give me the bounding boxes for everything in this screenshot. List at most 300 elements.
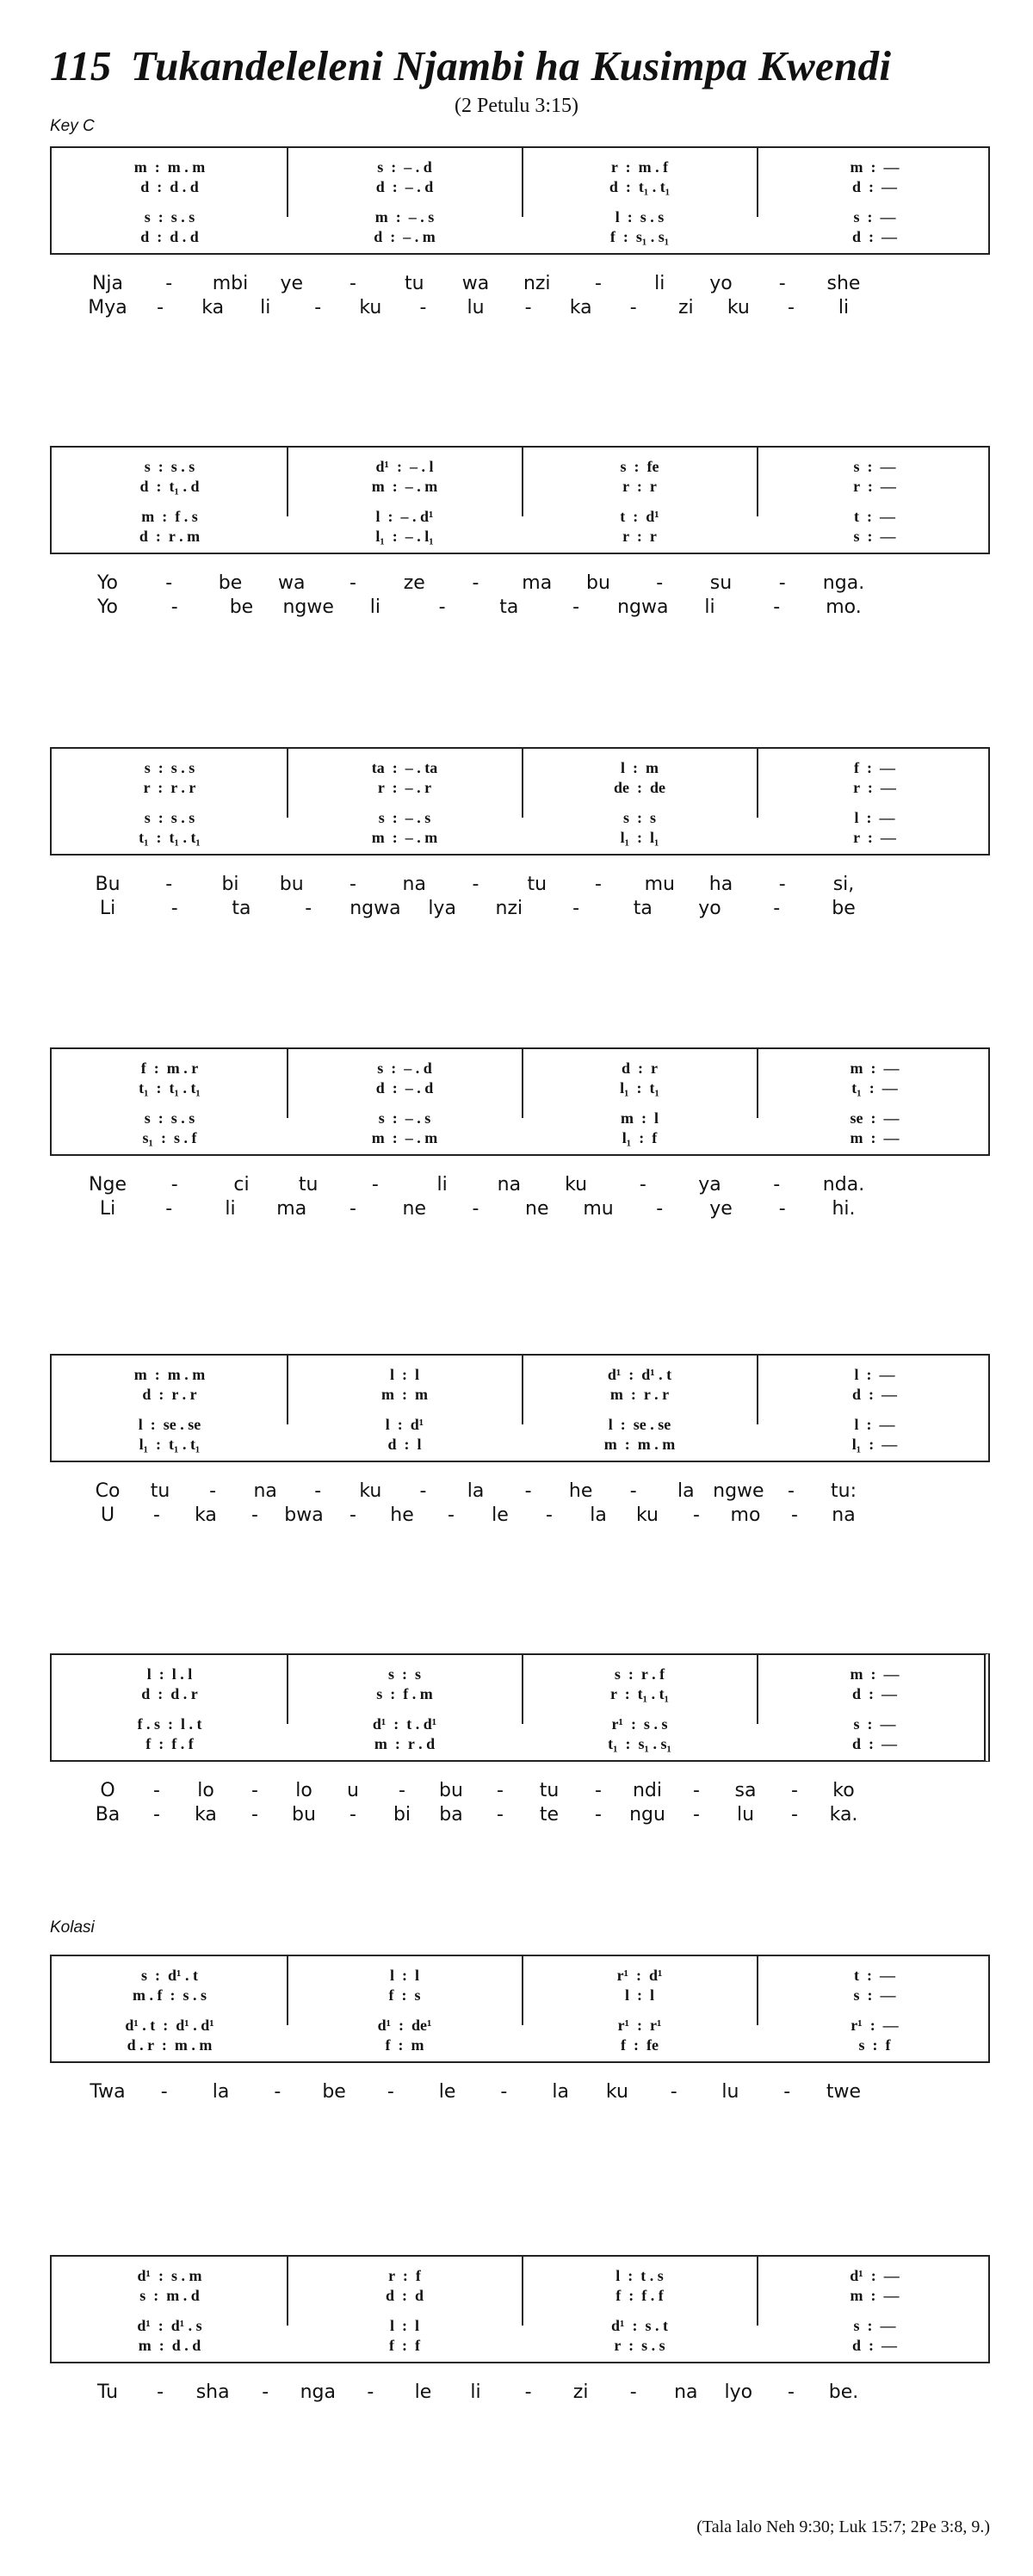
solfa-notes: r : r — [622, 478, 657, 495]
syllable-hyphen: - — [165, 273, 173, 294]
syllable-hyphen: - — [595, 273, 602, 294]
solfa-notes: l : – . d¹ — [375, 508, 434, 525]
solfa-notes: d¹ : – . l — [375, 458, 434, 475]
lyric-syllable: Yo — [97, 596, 118, 618]
lyric-syllable: tu — [150, 1480, 170, 1502]
syllable-hyphen: - — [371, 1174, 379, 1195]
syllable-hyphen: - — [153, 1804, 160, 1825]
solfa-notes: m : m . m — [603, 1436, 676, 1453]
lyric-syllable: na — [832, 1504, 856, 1526]
lyric-syllable: na — [674, 2381, 698, 2403]
hymn-number: 115 — [50, 42, 112, 90]
lyric-syllable: lo — [197, 1780, 214, 1801]
syllable-hyphen: - — [472, 874, 479, 895]
solfa-notes: ta : – . ta — [371, 759, 438, 776]
lyric-syllable: la — [677, 1480, 695, 1502]
syllable-hyphen: - — [629, 1480, 637, 1502]
lyric-syllable: mo — [730, 1504, 761, 1526]
lyric-syllable: ze — [403, 572, 425, 594]
lyric-syllable: ngwa — [617, 596, 669, 618]
measure-cell — [52, 827, 287, 849]
lyric-syllable: ku — [727, 297, 750, 318]
solfa-notes: m : – . m — [371, 478, 438, 495]
solfa-notes: l : l — [625, 1986, 654, 2004]
syllable-hyphen: - — [209, 1480, 217, 1502]
voice-row — [52, 1078, 988, 1100]
solfa-notes: l : — — [854, 1416, 895, 1433]
lyric-syllable: ngwe — [713, 1480, 764, 1502]
solfa-notes: l : t . s — [615, 2267, 664, 2284]
solfa-notes: m : – . m — [371, 1129, 438, 1146]
lyric-syllable: ndi — [632, 1780, 663, 1801]
measure-cell — [52, 1683, 287, 1706]
music-system — [50, 1047, 990, 1156]
solfa-notes: t₁ : — — [851, 1079, 898, 1096]
syllable-hyphen: - — [778, 572, 786, 594]
solfa-notes: l : l . l — [146, 1665, 193, 1683]
lyric-syllable: be — [832, 898, 856, 919]
measure-cell — [52, 526, 287, 548]
solfa-notes: s : r . f — [614, 1665, 665, 1683]
lyric-syllable: Li — [99, 898, 116, 919]
measure-cell — [522, 2335, 757, 2357]
measure-cell — [522, 1127, 757, 1150]
solfa-notes: l₁ : t₁ . t₁ — [139, 1436, 201, 1453]
lyric-syllable: nda. — [822, 1174, 865, 1195]
solfa-notes: s : s . s — [144, 759, 195, 776]
syllable-hyphen: - — [778, 273, 786, 294]
syllable-hyphen: - — [778, 1198, 786, 1220]
measure-cell — [287, 2335, 522, 2357]
lyric-syllable: mo. — [826, 596, 862, 618]
solfa-notes: m : — — [850, 1129, 900, 1146]
measure-cell — [522, 2285, 757, 2307]
measure-cell — [757, 2035, 992, 2057]
solfa-notes: d¹ : s . m — [137, 2267, 202, 2284]
syllable-hyphen: - — [595, 1780, 602, 1801]
solfa-notes: t : — — [854, 508, 895, 525]
measure-cell — [287, 1434, 522, 1456]
syllable-hyphen: - — [153, 1780, 160, 1801]
lyric-syllable: bwa — [284, 1504, 324, 1526]
syllable-hyphen: - — [572, 596, 580, 618]
syllable-hyphen: - — [791, 1780, 798, 1801]
measure-cell — [757, 2285, 992, 2307]
lyric-line — [0, 2081, 1033, 2105]
syllable-hyphen: - — [595, 874, 602, 895]
solfa-notes: d¹ : d¹ . t — [607, 1366, 672, 1383]
lyric-syllable: na — [253, 1480, 277, 1502]
lyric-syllable: zi — [572, 2381, 589, 2403]
lyric-syllable: ha — [708, 874, 733, 895]
solfa-notes: d : – . d — [375, 1079, 434, 1096]
measure-cell — [287, 2035, 522, 2057]
measure-cell — [287, 777, 522, 800]
measure-cell — [757, 1985, 992, 2007]
lyric-syllable: tu — [527, 874, 547, 895]
syllable-hyphen: - — [787, 1480, 795, 1502]
measure-cell — [522, 226, 757, 249]
lyric-syllable: u — [347, 1780, 359, 1801]
lyric-syllable: Ba — [95, 1804, 121, 1825]
lyric-syllable: nzi — [523, 273, 551, 294]
lyric-syllable: te — [539, 1804, 560, 1825]
syllable-hyphen: - — [787, 2381, 795, 2403]
measure-cell — [52, 2035, 287, 2057]
solfa-notes: t : d¹ — [620, 508, 659, 525]
lyric-syllable: be — [322, 2081, 346, 2103]
lyric-syllable: na — [497, 1174, 522, 1195]
solfa-notes: l₁ : — — [851, 1436, 898, 1453]
lyric-syllable: su — [709, 572, 733, 594]
lyric-syllable: mu — [583, 1198, 614, 1220]
lyric-syllable: le — [492, 1504, 509, 1526]
voice-row — [52, 777, 988, 800]
solfa-notes: d : t₁ . t₁ — [609, 178, 671, 195]
lyric-syllable: she — [826, 273, 861, 294]
solfa-notes: m : r . d — [374, 1735, 436, 1752]
lyric-syllable: lya — [428, 898, 456, 919]
solfa-notes: r : – . r — [377, 779, 432, 796]
measure-cell — [52, 1434, 287, 1456]
syllable-hyphen: - — [349, 1804, 356, 1825]
chorus-label: Kolasi — [50, 1918, 95, 1937]
lyric-syllable: si, — [832, 874, 855, 895]
voice-row — [52, 2035, 988, 2057]
music-system — [50, 747, 990, 856]
lyric-syllable: ta — [232, 898, 251, 919]
measure-cell — [757, 176, 992, 199]
lyric-line — [0, 874, 1033, 898]
scripture-reference: (2 Petulu 3:15) — [455, 95, 578, 117]
solfa-notes: d¹ : de¹ — [377, 2017, 432, 2034]
hymn-title — [50, 41, 891, 90]
voice-row — [52, 176, 988, 199]
measure-cell — [287, 526, 522, 548]
lyric-syllable: li — [369, 596, 381, 618]
solfa-notes: s : m . d — [139, 2287, 200, 2304]
solfa-notes: d . r : m . m — [127, 2036, 213, 2054]
lyric-syllable: Mya — [88, 297, 127, 318]
lyric-syllable: le — [414, 2381, 432, 2403]
lyric-syllable: bu — [439, 1780, 463, 1801]
measure-cell — [287, 226, 522, 249]
syllable-hyphen: - — [165, 1198, 173, 1220]
solfa-notes: l : se . se — [138, 1416, 201, 1433]
syllable-hyphen: - — [157, 297, 164, 318]
measure-cell — [287, 1683, 522, 1706]
syllable-hyphen: - — [629, 297, 637, 318]
syllable-hyphen: - — [305, 898, 312, 919]
solfa-notes: s : — — [853, 1986, 896, 2004]
solfa-notes: d : r . r — [142, 1386, 197, 1403]
lyric-syllable: bu — [586, 572, 610, 594]
solfa-notes: s : fe — [620, 458, 659, 475]
measure-cell — [757, 476, 992, 498]
lyric-syllable: nga. — [822, 572, 865, 594]
measure-cell — [757, 1733, 992, 1756]
measure-cell — [522, 1985, 757, 2007]
solfa-notes: f : s₁ . s₁ — [609, 228, 670, 245]
solfa-notes: r : t₁ . t₁ — [610, 1685, 669, 1702]
lyric-syllable: ku — [565, 1174, 588, 1195]
measure-cell — [757, 1434, 992, 1456]
solfa-notes: d : d . d — [140, 178, 199, 195]
syllable-hyphen: - — [670, 2081, 677, 2103]
lyric-syllable: lyo — [724, 2381, 753, 2403]
measure-cell — [522, 1733, 757, 1756]
measure-cell — [287, 476, 522, 498]
voice-row — [52, 1434, 988, 1456]
music-system — [50, 2255, 990, 2363]
measure-cell — [52, 1384, 287, 1406]
syllable-hyphen: - — [472, 572, 479, 594]
syllable-hyphen: - — [500, 2081, 508, 2103]
lyric-syllable: hi. — [832, 1198, 856, 1220]
key-label: Key C — [50, 117, 95, 135]
solfa-notes: t₁ : t₁ . t₁ — [139, 829, 201, 846]
solfa-notes: l : l — [390, 1967, 419, 1984]
solfa-notes: f : f . f — [615, 2287, 664, 2304]
solfa-notes: r : r — [622, 528, 657, 545]
syllable-hyphen: - — [399, 1780, 405, 1801]
measure-cell — [287, 2285, 522, 2307]
syllable-hyphen: - — [251, 1780, 258, 1801]
lyric-syllable: lo — [295, 1780, 312, 1801]
solfa-notes: f : f . f — [145, 1735, 194, 1752]
lyric-syllable: be — [218, 572, 243, 594]
syllable-hyphen: - — [367, 2381, 374, 2403]
syllable-hyphen: - — [524, 1480, 532, 1502]
syllable-hyphen: - — [165, 874, 173, 895]
lyric-syllable: ci — [233, 1174, 250, 1195]
lyric-syllable: tu: — [831, 1480, 857, 1502]
syllable-hyphen: - — [524, 2381, 532, 2403]
solfa-notes: f : — — [854, 759, 895, 776]
solfa-notes: l₁ : – . l₁ — [375, 528, 434, 545]
lyric-syllable: mu — [644, 874, 675, 895]
syllable-hyphen: - — [472, 1198, 479, 1220]
solfa-notes: r : r . r — [143, 779, 196, 796]
lyric-syllable: ka — [569, 297, 592, 318]
measure-cell — [757, 777, 992, 800]
solfa-notes: d : t₁ . d — [139, 478, 200, 495]
solfa-notes: t₁ : t₁ . t₁ — [139, 1079, 201, 1096]
lyric-syllable: tu — [298, 1174, 319, 1195]
measure-cell — [52, 176, 287, 199]
lyric-syllable: li — [436, 1174, 448, 1195]
syllable-hyphen: - — [438, 596, 446, 618]
lyric-syllable: tu — [539, 1780, 560, 1801]
voice-row — [52, 1384, 988, 1406]
measure-cell — [757, 1127, 992, 1150]
lyric-syllable: ba — [439, 1804, 463, 1825]
syllable-hyphen: - — [572, 898, 580, 919]
voice-row — [52, 2285, 988, 2307]
lyric-syllable: li — [260, 297, 271, 318]
lyric-syllable: ye — [709, 1198, 733, 1220]
lyric-line — [0, 1804, 1033, 1828]
syllable-hyphen: - — [773, 898, 781, 919]
syllable-hyphen: - — [349, 273, 356, 294]
lyric-line — [0, 1504, 1033, 1529]
solfa-notes: s : s . s — [144, 208, 195, 225]
solfa-notes: s₁ : s . f — [142, 1129, 197, 1146]
solfa-notes: l₁ : l₁ — [620, 829, 659, 846]
solfa-notes: m : — — [850, 2287, 900, 2304]
syllable-hyphen: - — [157, 2381, 164, 2403]
lyric-syllable: Bu — [95, 874, 121, 895]
lyric-syllable: twe — [826, 2081, 862, 2103]
measure-cell — [522, 2035, 757, 2057]
lyric-syllable: ko — [832, 1780, 855, 1801]
syllable-hyphen: - — [629, 2381, 637, 2403]
solfa-notes: m : m — [381, 1386, 428, 1403]
measure-cell — [522, 476, 757, 498]
measure-cell — [52, 2285, 287, 2307]
solfa-notes: s : — — [853, 2317, 896, 2334]
hymn-title-text: Tukandeleleni Njambi ha Kusimpa Kwendi — [130, 42, 892, 90]
syllable-hyphen: - — [791, 1804, 798, 1825]
syllable-hyphen: - — [160, 2081, 168, 2103]
measure-cell — [52, 2335, 287, 2357]
solfa-notes: d : r — [622, 1059, 658, 1077]
solfa-notes: m : — — [850, 158, 900, 176]
measure-cell — [52, 1985, 287, 2007]
lyric-syllable: ka. — [829, 1804, 858, 1825]
lyric-syllable: O — [100, 1780, 115, 1801]
solfa-notes: l : l — [390, 2317, 419, 2334]
solfa-notes: r : — — [853, 779, 896, 796]
lyric-syllable: ngu — [629, 1804, 665, 1825]
lyric-line — [0, 898, 1033, 922]
lyric-syllable: ne — [402, 1198, 426, 1220]
solfa-notes: m : – . m — [371, 829, 438, 846]
solfa-notes: r : s . s — [614, 2337, 665, 2354]
lyric-syllable: la — [212, 2081, 230, 2103]
syllable-hyphen: - — [387, 2081, 394, 2103]
lyric-syllable: nzi — [495, 898, 523, 919]
measure-cell — [287, 1127, 522, 1150]
lyric-syllable: sha — [195, 2381, 230, 2403]
solfa-notes: d : l — [387, 1436, 422, 1453]
solfa-notes: l : se . se — [608, 1416, 671, 1433]
lyric-syllable: ne — [525, 1198, 549, 1220]
solfa-notes: l : — — [854, 809, 895, 826]
measure-cell — [52, 226, 287, 249]
music-system — [50, 1955, 990, 2063]
solfa-notes: l₁ : t₁ — [620, 1079, 659, 1096]
lyric-syllable: ma — [522, 572, 553, 594]
solfa-notes: r¹ : r¹ — [617, 2017, 662, 2034]
solfa-notes: s : s . s — [144, 809, 195, 826]
measure-cell — [757, 226, 992, 249]
solfa-notes: s : s — [387, 1665, 422, 1683]
lyric-line — [0, 1780, 1033, 1804]
solfa-notes: r¹ : d¹ — [616, 1967, 663, 1984]
voice-row — [52, 476, 988, 498]
syllable-hyphen: - — [419, 1480, 427, 1502]
measure-cell — [287, 827, 522, 849]
lyric-syllable: ngwe — [282, 596, 334, 618]
lyric-syllable: wa — [278, 572, 306, 594]
lyric-syllable: Li — [99, 1198, 116, 1220]
solfa-notes: r¹ : — — [851, 2017, 899, 2034]
voice-row — [52, 1985, 988, 2007]
syllable-hyphen: - — [778, 874, 786, 895]
syllable-hyphen: - — [546, 1504, 553, 1526]
syllable-hyphen: - — [349, 572, 356, 594]
solfa-notes: l : s . s — [615, 208, 665, 225]
syllable-hyphen: - — [693, 1780, 700, 1801]
syllable-hyphen: - — [524, 297, 532, 318]
lyric-syllable: yo — [709, 273, 733, 294]
syllable-hyphen: - — [787, 297, 795, 318]
syllable-hyphen: - — [656, 1198, 664, 1220]
solfa-notes: s : f . m — [376, 1685, 433, 1702]
measure-cell — [522, 1434, 757, 1456]
solfa-notes: l : d¹ — [385, 1416, 424, 1433]
lyric-syllable: lu — [467, 297, 485, 318]
measure-cell — [522, 1683, 757, 1706]
syllable-hyphen: - — [693, 1804, 700, 1825]
lyric-line — [0, 596, 1033, 621]
measure-cell — [757, 526, 992, 548]
voice-row — [52, 1127, 988, 1150]
lyric-line — [0, 572, 1033, 596]
lyric-line — [0, 2381, 1033, 2406]
measure-cell — [757, 2335, 992, 2357]
solfa-notes: d : — — [851, 178, 898, 195]
solfa-notes: s : s . s — [144, 1109, 195, 1127]
solfa-notes: d¹ : s . t — [611, 2317, 668, 2334]
syllable-hyphen: - — [170, 596, 178, 618]
syllable-hyphen: - — [153, 1504, 160, 1526]
lyric-syllable: ma — [276, 1198, 307, 1220]
solfa-notes: m : f . s — [141, 508, 198, 525]
lyric-line — [0, 297, 1033, 321]
lyric-syllable: wa — [461, 273, 490, 294]
solfa-notes: r : f — [388, 2267, 421, 2284]
measure-cell — [52, 476, 287, 498]
lyric-syllable: bi — [393, 1804, 411, 1825]
lyric-syllable: lu — [736, 1804, 755, 1825]
syllable-hyphen: - — [349, 874, 356, 895]
solfa-notes: f : m . r — [140, 1059, 199, 1077]
lyric-syllable: bu — [292, 1804, 316, 1825]
voice-row — [52, 1733, 988, 1756]
measure-cell — [522, 1078, 757, 1100]
syllable-hyphen: - — [170, 898, 178, 919]
syllable-hyphen: - — [448, 1504, 455, 1526]
lyric-syllable: ka — [195, 1804, 217, 1825]
syllable-hyphen: - — [349, 1504, 356, 1526]
lyric-syllable: ku — [635, 1504, 659, 1526]
measure-cell — [287, 176, 522, 199]
voice-row — [52, 526, 988, 548]
solfa-notes: s : – . s — [378, 1109, 431, 1127]
solfa-notes: t₁ : s₁ . s₁ — [608, 1735, 671, 1752]
solfa-notes: l : m — [621, 759, 659, 776]
solfa-notes: m : r . r — [609, 1386, 670, 1403]
solfa-notes: l : — — [854, 1366, 895, 1383]
lyric-syllable: ye — [280, 273, 304, 294]
measure-cell — [522, 827, 757, 849]
solfa-notes: t : — — [854, 1967, 895, 1984]
solfa-notes: s : — — [853, 208, 896, 225]
solfa-notes: m . f : s . s — [133, 1986, 207, 2004]
solfa-notes: s : — — [853, 458, 896, 475]
